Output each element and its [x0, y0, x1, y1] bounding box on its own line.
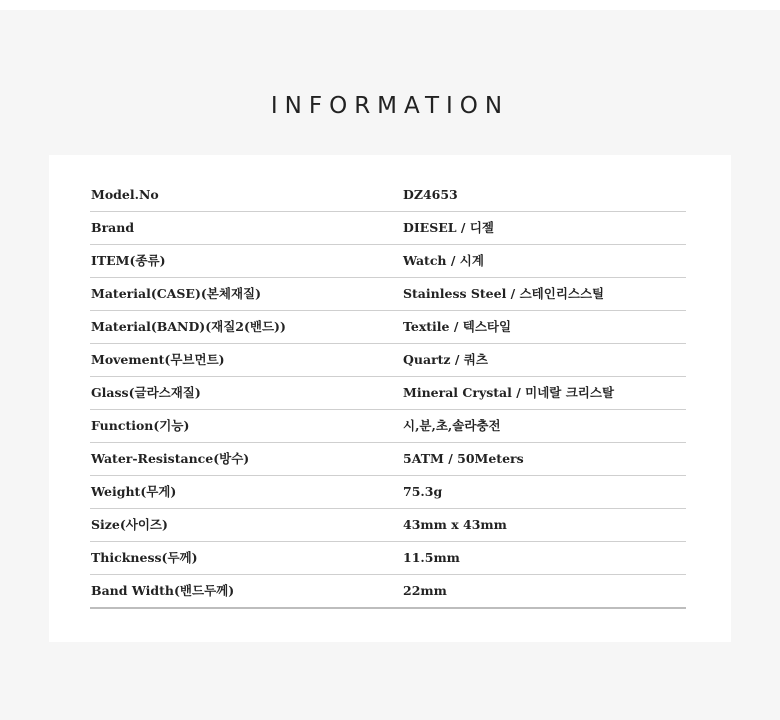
spec-value: 75.3g — [403, 484, 443, 499]
page-title: INFORMATION — [270, 93, 510, 119]
spec-row-movement — [90, 344, 686, 377]
spec-row-water-resistance — [90, 443, 686, 476]
spec-label: Water-Resistance(방수) — [91, 451, 250, 466]
spec-value: DIESEL / 디젤 — [403, 220, 494, 235]
spec-card — [49, 155, 731, 642]
spec-row-glass — [90, 377, 686, 410]
spec-value: DZ4653 — [403, 187, 458, 202]
spec-value: Mineral Crystal / 미네랄 크리스탈 — [403, 385, 615, 400]
page-background — [0, 10, 780, 720]
spec-row-function — [90, 410, 686, 443]
spec-row-weight — [90, 476, 686, 509]
spec-row-brand — [90, 212, 686, 245]
spec-value: 43mm x 43mm — [403, 517, 507, 532]
spec-value: Stainless Steel / 스테인리스스틸 — [403, 286, 605, 301]
spec-label: ITEM(종류) — [91, 253, 166, 268]
spec-row-thickness — [90, 542, 686, 575]
spec-label: Weight(무게) — [91, 484, 177, 499]
spec-label: Material(CASE)(본체재질) — [91, 286, 262, 301]
spec-row-size — [90, 509, 686, 542]
spec-value: Watch / 시계 — [403, 253, 484, 268]
spec-label: Material(BAND)(재질2(밴드)) — [91, 319, 286, 334]
spec-table — [90, 179, 686, 609]
spec-label: Function(기능) — [91, 418, 190, 433]
spec-row-model-no — [90, 179, 686, 212]
spec-value: Quartz / 쿼츠 — [403, 352, 488, 367]
spec-label: Movement(무브먼트) — [91, 352, 225, 367]
spec-row-material-band — [90, 311, 686, 344]
spec-row-material-case — [90, 278, 686, 311]
spec-value: 시,분,초,솔라충전 — [403, 418, 501, 433]
spec-row-band-width — [90, 575, 686, 609]
spec-row-item — [90, 245, 686, 278]
spec-label: Model.No — [91, 187, 159, 202]
spec-label: Band Width(밴드두께) — [91, 583, 235, 598]
spec-value: 5ATM / 50Meters — [403, 451, 524, 466]
spec-label: Brand — [91, 220, 135, 235]
spec-value: 22mm — [403, 583, 447, 598]
spec-label: Thickness(두께) — [91, 550, 198, 565]
spec-value: Textile / 텍스타일 — [403, 319, 512, 334]
spec-label: Size(사이즈) — [91, 517, 168, 532]
spec-value: 11.5mm — [403, 550, 460, 565]
spec-label: Glass(글라스재질) — [91, 385, 201, 400]
